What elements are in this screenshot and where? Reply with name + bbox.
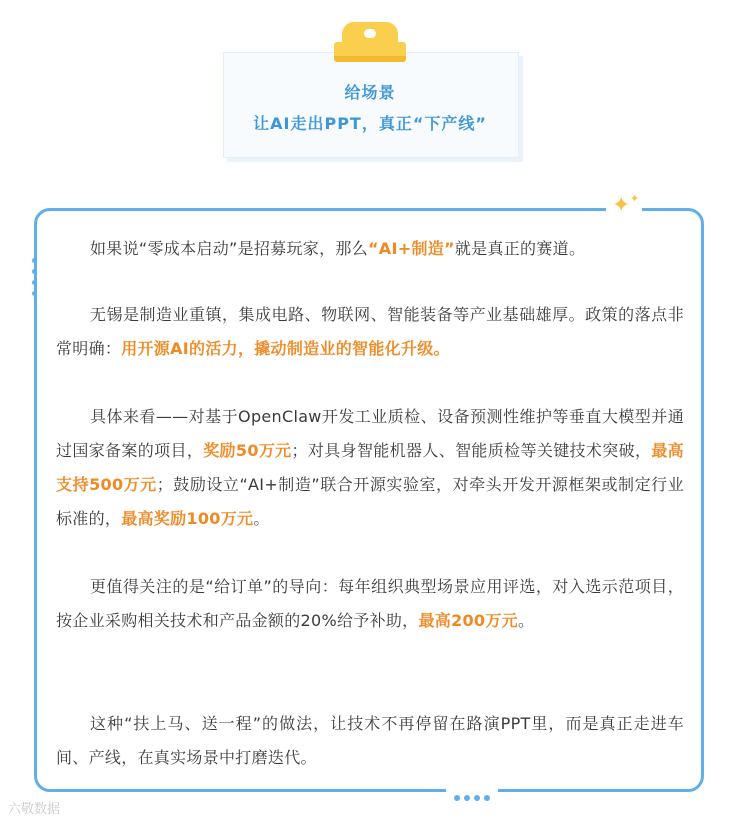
- highlight-text: 用开源AI的活力，撬动制造业的智能化升级。: [121, 339, 450, 358]
- paragraph-text: 这种“扶上马、送一程”的做法，让技术不再停留在路演PPT里，而是真正走进车间、产线，在真实场景中打磨迭代。: [56, 714, 684, 767]
- paragraph-text: 具体来看——对基于OpenClaw开发工业质检、设备预测性维护等垂直大模型并通过国家备案的项目，: [56, 407, 684, 460]
- section-title: 给场景: [344, 83, 396, 102]
- paragraph-text: 无锡是制造业重镇，集成电路、物联网、智能装备等产业基础雄厚。政策的落点非常明确：: [56, 305, 684, 358]
- highlight-text: 最高200万元: [418, 611, 518, 630]
- highlight-text: 最高支持500万元: [56, 441, 684, 494]
- highlight-text: 最高奖励100万元: [121, 509, 254, 528]
- watermark: 六敬数据: [8, 802, 61, 817]
- paragraph-text: ；对具身智能机器人、智能质检等关键技术突破，: [291, 441, 652, 460]
- paragraph-text: 。: [253, 509, 270, 528]
- sparkle-icon: ✦ ✦: [606, 193, 642, 219]
- header-card: [223, 52, 519, 158]
- highlight-text: 奖励50万元: [203, 441, 292, 460]
- paragraph-3: [56, 400, 684, 536]
- paragraph-1: [56, 232, 684, 266]
- paragraph-text: 更值得关注的是“给订单”的导向：每年组织典型场景应用评选，对入选示范项目，按企业采购相关技术和产品金额的20%给予补助，: [56, 577, 684, 630]
- section-subtitle: 让AI走出PPT，真正“下产线”: [253, 114, 487, 133]
- paragraph-2: [56, 298, 684, 366]
- decorative-dots-left: [30, 258, 40, 302]
- paragraph-5: [56, 707, 684, 775]
- paragraph-text: 。: [517, 611, 535, 630]
- decorative-dots-bottom: [446, 786, 498, 798]
- highlight-text: “AI+制造”: [367, 239, 455, 258]
- paragraph-4: [56, 570, 684, 638]
- binder-clip-icon: [334, 22, 406, 64]
- paragraph-text: 就是真正的赛道。: [454, 239, 586, 258]
- paragraph-text: ；鼓励设立“AI+制造”联合开源实验室，对牵头开发开源框架或制定行业标准的，: [56, 475, 684, 528]
- paragraph-text: 如果说“零成本启动”是招募玩家，那么: [90, 239, 368, 258]
